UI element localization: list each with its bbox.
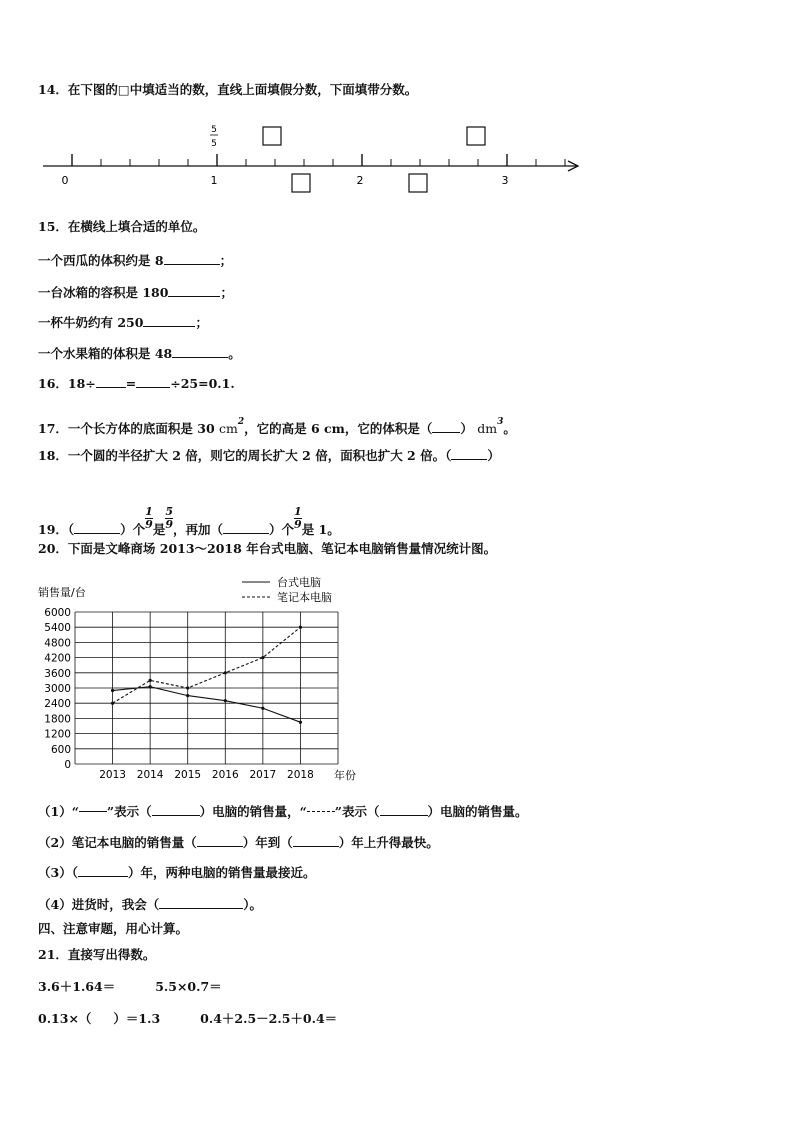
fraction-five-ninths: $\frac{5}{9}$ (165, 505, 173, 531)
x-tick-label: 2017 (249, 769, 277, 781)
q16-text: 16．18÷ = ÷25=0.1. (38, 376, 235, 391)
q20-sub3: （3）（ ）年，两种电脑的销售量最接近。 (38, 865, 316, 880)
data-point (261, 656, 264, 659)
tick-label-0: 0 (61, 174, 69, 187)
answer-blank[interactable] (96, 374, 126, 388)
x-tick-label: 2016 (211, 769, 239, 781)
answer-blank[interactable] (451, 446, 487, 460)
q20-sub2: （2）笔记本电脑的销售量（ ）年到（ ）年上升得最快。 (38, 835, 439, 850)
y-axis-label: 销售量/台 (38, 586, 86, 599)
y-tick-label: 1800 (44, 713, 71, 726)
y-tick-label: 4200 (44, 652, 71, 665)
y-tick-label: 3000 (44, 683, 71, 695)
data-point (261, 707, 264, 710)
tick-label-1: 1 (210, 174, 218, 187)
x-tick-label: 2015 (174, 769, 202, 781)
answer-blank[interactable] (168, 283, 220, 297)
number-line (38, 118, 598, 198)
data-point (149, 685, 152, 688)
tick-label-3: 3 (501, 174, 509, 187)
answer-box-top-1 (263, 127, 281, 145)
answer-box-bottom-2 (409, 174, 427, 192)
x-axis-label: 年份 (334, 769, 356, 782)
answer-blank[interactable] (197, 833, 243, 847)
answer-blank[interactable] (380, 802, 428, 816)
q15-item-1: 一个西瓜的体积约是 8 ； (38, 253, 233, 268)
y-tick-label: 4800 (44, 637, 71, 650)
q17-text: 17．一个长方体的底面积是 30 $cm^2$，它的高是 6 cm，它的体积是（ ） $dm^3$。 (38, 417, 516, 436)
q20-text: 20．下面是文峰商场 2013～2018 年台式电脑、笔记本电脑销售量情况统计图。 (38, 541, 497, 556)
q19-text: 19．（ ）个 $\frac{1}{9}$ 是 $\frac{5}{9}$ ，再加（ ）个 $\frac{1}{9}$ 是 1。 (38, 505, 340, 537)
q21-title: 21．直接写出得数。 (38, 947, 156, 962)
x-tick-label: 2018 (287, 769, 314, 781)
answer-blank[interactable] (164, 251, 220, 265)
data-point (111, 689, 114, 692)
data-point (224, 671, 227, 674)
legend-laptop: 笔记本电脑 (277, 591, 332, 604)
y-tick-label: 3600 (44, 667, 71, 680)
answer-blank[interactable] (136, 374, 170, 388)
fraction-num: 5 (211, 125, 217, 135)
answer-blank[interactable] (293, 833, 339, 847)
y-tick-label: 6000 (44, 607, 71, 619)
q15-item-3: 一杯牛奶约有 250 ； (38, 315, 208, 330)
data-point (186, 686, 189, 689)
answer-blank[interactable] (172, 344, 228, 358)
data-point (149, 679, 152, 682)
answer-blank[interactable] (152, 802, 200, 816)
q18-text: 18．一个圆的半径扩大 2 倍，则它的周长扩大 2 倍，面积也扩大 2 倍。（ ） (38, 448, 500, 463)
q15-title: 15．在横线上填合适的单位。 (38, 219, 206, 234)
x-tick-label: 2013 (99, 769, 126, 781)
fraction-den: 5 (211, 139, 217, 149)
answer-blank[interactable] (74, 520, 120, 534)
y-tick-label: 2400 (44, 698, 71, 711)
fraction-one-ninth: $\frac{1}{9}$ (294, 505, 302, 531)
fraction-one-ninth: $\frac{1}{9}$ (145, 505, 153, 531)
series-line-desktop (113, 687, 301, 722)
q20-sub1: （1）“ ”表示（ ）电脑的销售量，“ ”表示（ ）电脑的销售量。 (38, 804, 528, 819)
q15-item-4: 一个水果箱的体积是 48 。 (38, 346, 241, 361)
q21-row-2: 0.13×（ ）＝1.3 0.4＋2.5－2.5＋0.4＝ (38, 1011, 338, 1026)
tick-label-2: 2 (356, 174, 364, 187)
answer-blank[interactable] (78, 863, 128, 877)
q15-item-2: 一台冰箱的容积是 180 ； (38, 285, 233, 300)
data-point (224, 699, 227, 702)
q14-text: 14．在下图的□中填适当的数，直线上面填假分数，下面填带分数。 (38, 82, 418, 97)
section-title: 四、注意审题，用心计算。 (38, 921, 189, 936)
q20-sub4: （4）进货时，我会（ ）。 (38, 897, 262, 912)
series-line-laptop (113, 627, 301, 703)
sales-line-chart (30, 572, 375, 787)
y-tick-label: 5400 (44, 622, 71, 635)
y-tick-label: 0 (64, 759, 71, 771)
answer-blank[interactable] (159, 895, 243, 909)
legend-desktop: 台式电脑 (277, 576, 321, 589)
answer-box-bottom-1 (292, 174, 310, 192)
data-point (299, 626, 302, 629)
answer-box-top-2 (467, 127, 485, 145)
q21-row-1: 3.6＋1.64＝ 5.5×0.7＝ (38, 979, 222, 994)
answer-blank[interactable] (143, 313, 195, 327)
data-point (111, 702, 114, 705)
y-tick-label: 1200 (44, 728, 71, 741)
data-point (299, 721, 302, 724)
answer-blank[interactable] (432, 419, 460, 433)
legend (242, 575, 332, 604)
x-tick-label: 2014 (136, 769, 164, 781)
answer-blank[interactable] (223, 520, 269, 534)
data-point (186, 694, 189, 697)
y-tick-label: 600 (50, 743, 71, 756)
